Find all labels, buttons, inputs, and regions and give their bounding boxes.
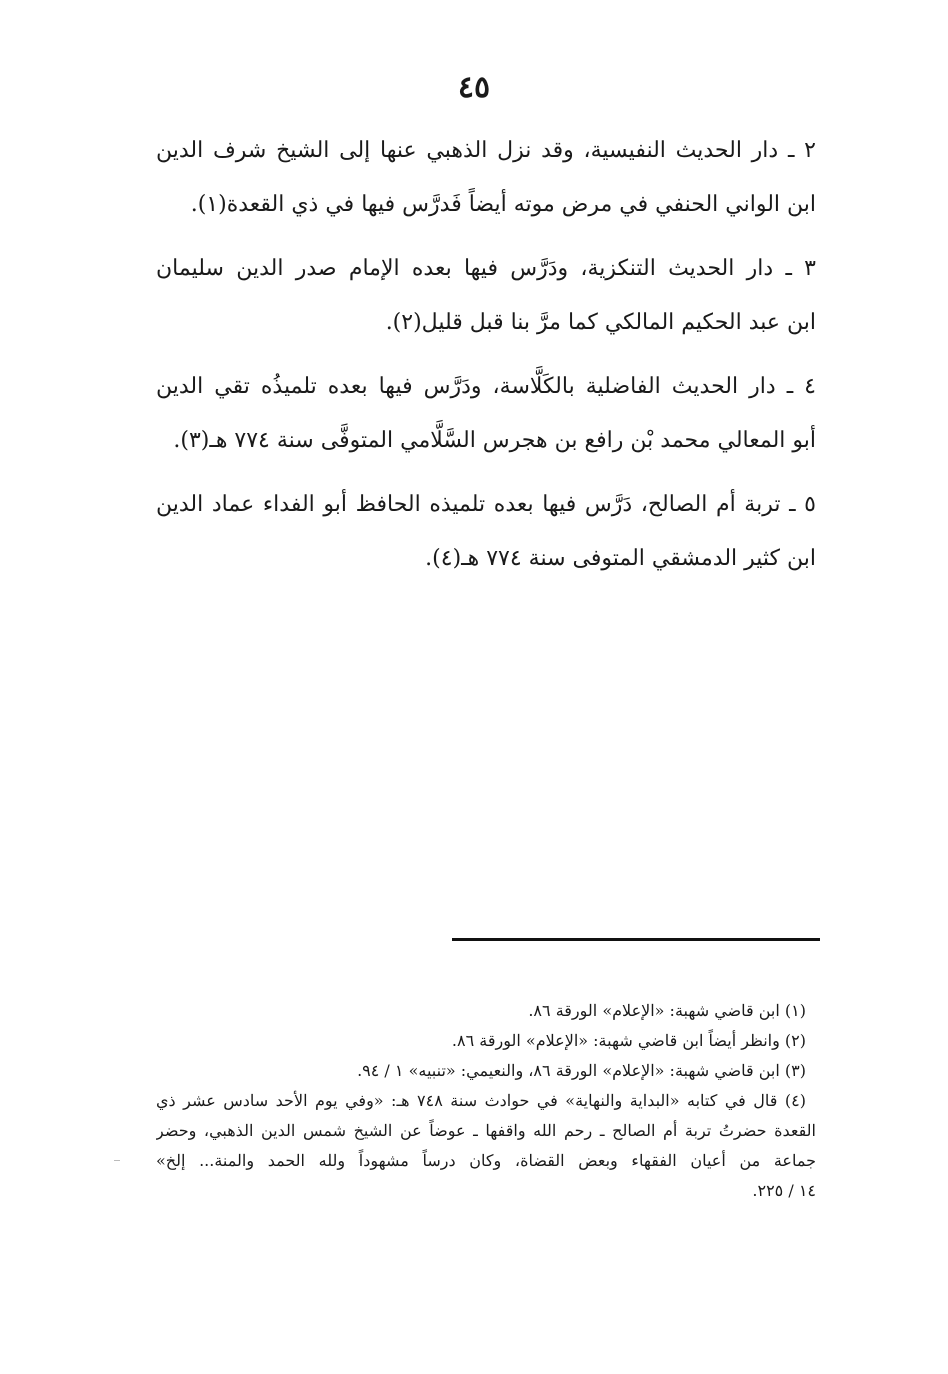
- margin-mark: [114, 1160, 120, 1161]
- paragraph: [156, 242, 816, 350]
- text-line: أبو المعالي محمد بْن رافع بن هجرس السَّلَّامي المتوفَّى سنة ٧٧٤ هـ(٣).: [173, 428, 816, 453]
- footnote: [156, 1056, 816, 1086]
- text-line: ابن الواني الحنفي في مرض موته أيضاً فَدرَّس فيها في ذي القعدة(١).: [190, 192, 816, 217]
- paragraph: [156, 478, 816, 586]
- main-text: [156, 124, 816, 596]
- footnotes: [156, 996, 816, 1206]
- footnote-line: القعدة حضرتُ تربة أم الصالح ـ رحم الله واقفها ـ عوضاً عن الشيخ شمس الدين الذهبي، وحضر: [156, 1121, 816, 1140]
- footnote-line: (٤) قال في كتابه «البداية والنهاية» في حوادث سنة ٧٤٨ هـ: «وفي يوم الأحد سادس عشر ذي: [156, 1091, 806, 1110]
- footnote-line: جماعة من أعيان الفقهاء وبعض القضاة، وكان درساً مشهوداً ولله الحمد والمنة... إلخ»: [156, 1151, 816, 1170]
- text-line: ٢ ـ دار الحديث النفيسية، وقد نزل الذهبي عنها إلى الشيخ شرف الدين: [156, 138, 816, 163]
- text-line: ٤ ـ دار الحديث الفاضلية بالكَلَّاسة، ودَرَّس فيها بعده تلميذُه تقي الدين: [156, 374, 816, 399]
- footnote: [156, 1086, 816, 1206]
- paragraph: [156, 124, 816, 232]
- text-line: ٣ ـ دار الحديث التنكزية، ودَرَّس فيها بعده الإمام صدر الدين سليمان: [156, 256, 816, 281]
- text-line: ابن عبد الحكيم المالكي كما مرَّ بنا قبل قليل(٢).: [385, 310, 816, 335]
- footnote: [156, 1026, 816, 1056]
- footnote-line: (١) ابن قاضي شهبة: «الإعلام» الورقة ٨٦.: [528, 1001, 806, 1020]
- footnote: [156, 996, 816, 1026]
- page-number: ٤٥: [457, 70, 491, 105]
- text-line: ٥ ـ تربة أم الصالح، دَرَّس فيها بعده تلميذه الحافظ أبو الفداء عماد الدين: [156, 492, 816, 517]
- footnote-line: (٣) ابن قاضي شهبة: «الإعلام» الورقة ٨٦، والنعيمي: «تنبيه» ١ / ٩٤.: [357, 1061, 806, 1080]
- footnote-line: (٢) وانظر أيضاً ابن قاضي شهبة: «الإعلام» الورقة ٨٦.: [451, 1031, 806, 1050]
- text-line: ابن كثير الدمشقي المتوفى سنة ٧٧٤ هـ(٤).: [425, 546, 816, 571]
- paragraph: [156, 360, 816, 468]
- footnote-line: ١٤ / ٢٢٥.: [752, 1181, 816, 1200]
- footnote-separator: [452, 938, 820, 941]
